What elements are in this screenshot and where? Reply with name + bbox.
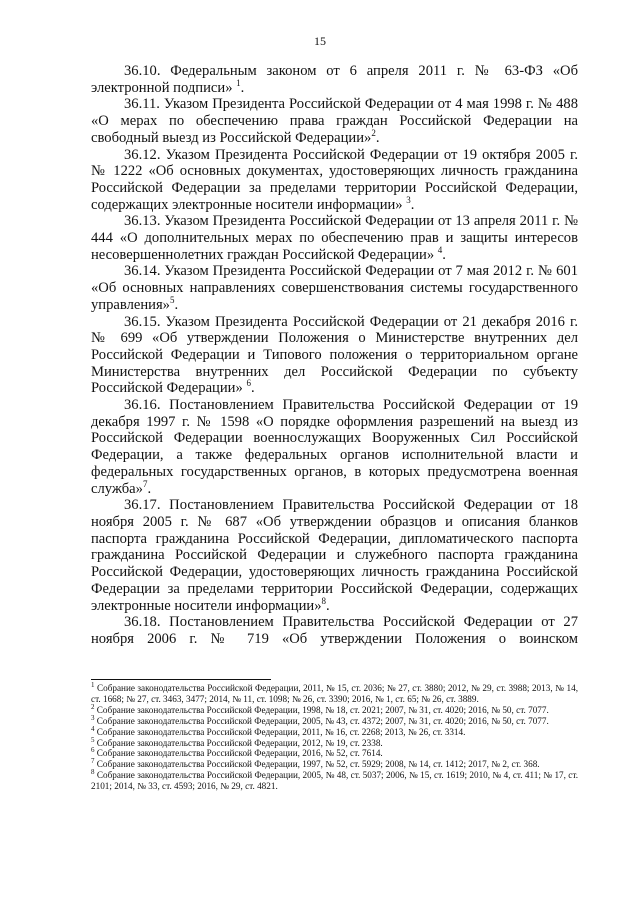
footnote-ref[interactable]: 1 xyxy=(236,77,241,88)
footnote-mark: 3 xyxy=(91,713,95,722)
footnote-7 xyxy=(91,759,578,770)
paragraph-36-14: 36.14. Указом Президента Российской Федерации от 7 мая 2012 г. № 601 «Об основных направлениях совершенствования системы государственного управления»$^5$. xyxy=(91,263,578,313)
footnote-text: Собрание законодательства Российской Федерации, 1997, № 52, ст. 5929; 2008, № 14, ст. 1412; 2017, № 2, ст. 368. xyxy=(94,759,540,770)
footnote-ref[interactable]: 7 xyxy=(142,478,148,489)
paragraph-36-12: 36.12. Указом Президента Российской Федерации от 19 октября 2005 г. № 1222 «Об основных документах, удостоверяющих личность гражданина Российской Федерации за пределами территории Российской Федерации, содержащих электронные носители информации» $^3$. xyxy=(91,146,578,213)
footnote-text: Собрание законодательства Российской Федерации, 2011, № 15, ст. 2036; № 27, ст. 3880; 2012, № 29, ст. 3988; 2013, № 14, ст. 1668; № 27, ст. 3463, 3477; 2014, № 11, ст. 1098; № 26, ст. 3390; 2016, № 1, ст. 65; № 26, ст. 3889. xyxy=(91,683,578,704)
body-text xyxy=(91,63,578,648)
footnote-mark: 6 xyxy=(91,746,95,755)
footnote-4 xyxy=(91,724,578,738)
footnote-ref[interactable]: 5 xyxy=(169,294,175,305)
paragraph-text: 36.18. Постановлением Правительства Российской Федерации от 27 ноября 2006 г. № 719 «Об утверждении Положения о воинском xyxy=(91,614,578,647)
paragraph-36-11: 36.11. Указом Президента Российской Федерации от 4 мая 1998 г. № 488 «О мерах по обеспечению права граждан Российской Федерации на свободный выезд из Российской Федерации»$^2$. xyxy=(91,96,578,146)
footnote-mark: 4 xyxy=(91,724,95,733)
footnote-6 xyxy=(91,748,578,759)
footnote-text: Собрание законодательства Российской Федерации, 2005, № 48, ст. 5037; 2006, № 15, ст. 1619; 2010, № 4, ст. 411; № 17, ст. 2101; 2014, № 33, ст. 4593; 2016, № 29, ст. 4821. xyxy=(91,770,578,792)
footnote-mark: 2 xyxy=(91,702,95,711)
footnote-ref[interactable]: 4 xyxy=(437,244,443,255)
paragraph-text: 36.14. Указом Президента Российской Федерации от 7 мая 2012 г. № 601 «Об основных направлениях совершенствования системы государственного управления» xyxy=(91,263,578,313)
footnote-mark: 7 xyxy=(91,757,95,766)
footnote-3 xyxy=(91,713,578,727)
footnotes xyxy=(91,680,578,792)
paragraph-text: 36.13. Указом Президента Российской Федерации от 13 апреля 2011 г. № 444 «О дополнительных мерах по обеспечению прав и защиты интересов несовершеннолетних граждан Российской Федерации» xyxy=(91,213,578,263)
footnote-ref[interactable]: 2 xyxy=(371,127,376,138)
paragraph-text: 36.15. Указом Президента Российской Федерации от 21 декабря 2016 г. № 699 «Об утверждении Положения о Министерстве внутренних дел Российской Федерации и Типового положения о территориальном органе Министерства внутренних дел Российской Федерации по субъекту Российской Федерации» xyxy=(91,313,578,397)
footnote-1 xyxy=(91,680,578,705)
paragraph-36-15: 36.15. Указом Президента Российской Федерации от 21 декабря 2016 г. № 699 «Об утверждении Положения о Министерстве внутренних дел Российской Федерации и Типового положения о территориальном органе Министерства внутренних дел Российской Федерации по субъекту Российской Федерации» $^6$. xyxy=(91,313,578,397)
paragraph-text: 36.12. Указом Президента Российской Федерации от 19 октября 2005 г. № 1222 «Об основных документах, удостоверяющих личность гражданина Российской Федерации за пределами территории Российской Федерации, содержащих электронные носители информации» xyxy=(91,146,578,213)
footnote-text: Собрание законодательства Российской Федерации, 1998, № 18, ст. 2021; 2007, № 31, ст. 4020; 2016, № 50, ст. 7077. xyxy=(94,704,549,715)
paragraph-36-17: 36.17. Постановлением Правительства Российской Федерации от 18 ноября 2005 г. № 687 «Об утверждении образцов и описания бланков паспорта гражданина Российской Федерации, дипломатического паспорта гражданина Российской Федерации и служебного паспорта гражданина Российской Федерации, удостоверяющих личность гражданина Российской Федерации за пределами территории Российской Федерации, содержащих электронные носители информации»$^8$. xyxy=(91,497,578,614)
footnote-mark: 5 xyxy=(91,735,95,744)
paragraph-36-16: 36.16. Постановлением Правительства Российской Федерации от 19 декабря 1997 г. № 1598 «О порядке оформления разрешений на выезд из Российской Федерации военнослужащих Вооруженных Сил Российской Федерации, а также федеральных органов исполнительной власти и федеральных государственных органов, в которых предусмотрена военная служба»$^7$. xyxy=(91,397,578,497)
paragraph-text: 36.11. Указом Президента Российской Федерации от 4 мая 1998 г. № 488 «О мерах по обеспечению права граждан Российской Федерации на свободный выезд из Российской Федерации» xyxy=(91,96,578,146)
paragraph-36-10: 36.10. Федеральным законом от 6 апреля 2011 г. № 63-ФЗ «Об электронной подписи» $^1$. xyxy=(91,63,578,96)
footnote-mark: 8 xyxy=(91,768,95,777)
page-number: 15 xyxy=(314,34,326,48)
footnote-ref[interactable]: 3 xyxy=(406,194,411,205)
footnote-text: Собрание законодательства Российской Федерации, 2005, № 43, ст. 4372; 2007, № 31, ст. 4020; 2016, № 50, ст. 7077. xyxy=(94,715,549,726)
footnote-2 xyxy=(91,702,578,716)
footnote-text: Собрание законодательства Российской Федерации, 2012, № 19, ст. 2338. xyxy=(94,737,383,748)
paragraph-text: 36.17. Постановлением Правительства Российской Федерации от 18 ноября 2005 г. № 687 «Об утверждении образцов и описания бланков паспорта гражданина Российской Федерации, дипломатического паспорта гражданина Российской Федерации и служебного паспорта гражданина Российской Федерации, удостоверяющих личность гражданина Российской Федерации за пределами территории Российской Федерации, содержащих электронные носители информации» xyxy=(91,497,578,614)
paragraph-36-18 xyxy=(91,614,578,647)
footnote-8 xyxy=(91,770,578,792)
footnote-ref[interactable]: 6 xyxy=(246,378,251,389)
footnote-text: Собрание законодательства Российской Федерации, 2016, № 52, ст. 7614. xyxy=(94,748,383,759)
footnote-ref[interactable]: 8 xyxy=(321,595,326,606)
footnote-5 xyxy=(91,735,578,749)
footnote-mark: 1 xyxy=(91,680,95,689)
footnote-text: Собрание законодательства Российской Федерации, 2011, № 16, ст. 2268; 2013, № 26, ст. 3314. xyxy=(94,726,466,737)
paragraph-text: 36.16. Постановлением Правительства Российской Федерации от 19 декабря 1997 г. № 1598 «О порядке оформления разрешений на выезд из Российской Федерации военнослужащих Вооруженных Сил Российской Федерации, а также федеральных органов исполнительной власти и федеральных государственных органов, в которых предусмотрена военная служба» xyxy=(91,397,578,497)
paragraph-text: 36.10. Федеральным законом от 6 апреля 2011 г. № 63-ФЗ «Об электронной подписи» xyxy=(91,63,578,96)
footnote-divider xyxy=(91,679,271,680)
paragraph-36-13: 36.13. Указом Президента Российской Федерации от 13 апреля 2011 г. № 444 «О дополнительных мерах по обеспечению прав и защиты интересов несовершеннолетних граждан Российской Федерации» $^4$. xyxy=(91,213,578,263)
